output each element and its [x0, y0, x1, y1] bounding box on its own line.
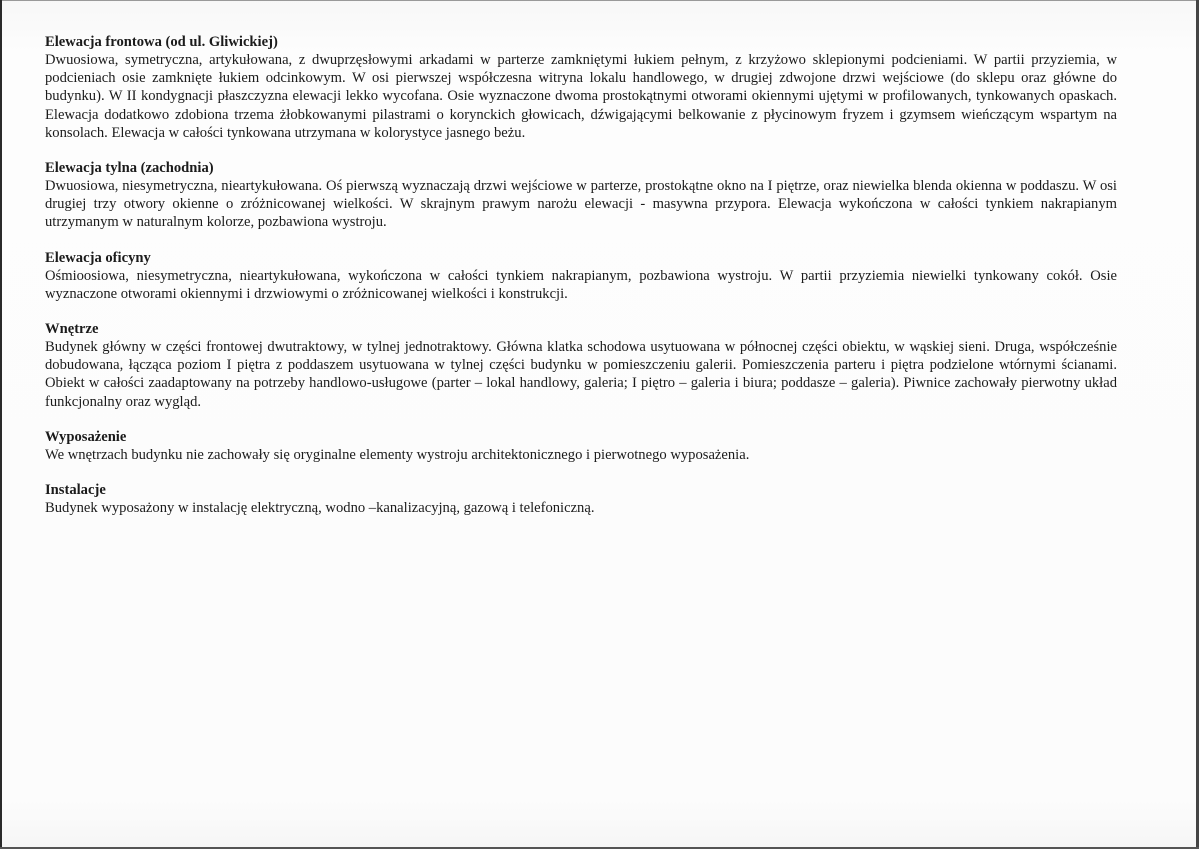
- section-body: Dwuosiowa, symetryczna, artykułowana, z dwuprzęsłowymi arkadami w parterze zamkniętymi łukiem pełnym, z krzyżowo sklepionymi podcieniami. W partii przyziemia, w podcieniach osie zamknięte łukiem odcinkowym. W osi pierwszej współczesna witryna lokalu handlowego, w drugiej zdwojone drzwi wejściowe (do sklepu oraz główne do budynku). W II kondygnacji płaszczyzna elewacji lekko wycofana. Osie wyznaczone dwoma prostokątnymi otworami okiennymi ujętymi w profilowanych, tynkowanych opaskach. Elewacja dodatkowo zdobiona trzema żłobkowanymi pilastrami o korynckich głowicach, dźwigającymi belkowanie z płycinowym fryzem i gzymsem wieńczącym wspartym na konsolach. Elewacja w całości tynkowana utrzymana w kolorystyce jasnego beżu.: [45, 52, 1117, 141]
- section-heading: Elewacja frontowa (od ul. Gliwickiej): [45, 34, 278, 50]
- scan-edge-top: [0, 0, 1199, 1]
- section-outbuilding-elevation: [45, 249, 1117, 303]
- section-body: Dwuosiowa, niesymetryczna, nieartykułowana. Oś pierwszą wyznaczają drzwi wejściowe w parterze, prostokątne okno na I piętrze, oraz niewielka blenda okienna w poddaszu. W osi drugiej trzy otwory okienne o zróżnicowanej wielkości. W skrajnym prawym narożu elewacji - masywna przypora. Elewacja wykończona w całości tynkiem nakrapianym utrzymanym w naturalnym kolorze, pozbawiona wystroju.: [45, 178, 1117, 231]
- section-body: Ośmioosiowa, niesymetryczna, nieartykułowana, wykończona w całości tynkiem nakrapianym, pozbawiona wystroju. W partii przyziemia niewielki tynkowany cokół. Osie wyznaczone otworami okiennymi i drzwiowymi o zróżnicowanej wielkości i konstrukcji.: [45, 267, 1117, 302]
- section-installations: [45, 481, 1117, 517]
- section-furnishings: [45, 428, 1117, 464]
- section-heading: Instalacje: [45, 482, 106, 499]
- document-content: [45, 33, 1117, 534]
- section-interior: [45, 320, 1117, 411]
- section-body: Budynek główny w części frontowej dwutraktowy, w tylnej jednotraktowy. Główna klatka schodowa usytuowana w północnej części obiektu, w wąskiej sieni. Druga, współcześnie dobudowana, łącząca poziom I piętra z poddaszem usytuowana w tylnej części budynku w pomieszczeniu galerii. Pomieszczenia parteru i piętra podzielone wtórnymi ścianami. Obiekt w całości zaadaptowany na potrzeby handlowo-usługowe (parter – lokal handlowy, galeria; I piętro – galeria i biura; poddasze – galeria). Piwnice zachowały pierwotny układ funkcjonalny oraz wygląd.: [45, 339, 1117, 410]
- section-heading: Wnętrze: [45, 321, 99, 338]
- scan-edge-left: [0, 0, 2, 849]
- section-front-elevation: [45, 33, 1117, 142]
- section-rear-elevation: [45, 159, 1117, 232]
- section-body: We wnętrzach budynku nie zachowały się oryginalne elementy wystroju architektonicznego i pierwotnego wyposażenia.: [45, 446, 750, 463]
- section-heading: Elewacja tylna (zachodnia): [45, 160, 214, 177]
- section-heading: Wyposażenie: [45, 428, 127, 445]
- section-heading: Elewacja oficyny: [45, 249, 151, 266]
- section-body: Budynek wyposażony w instalację elektryczną, wodno –kanalizacyjną, gazową i telefoniczną.: [45, 500, 595, 517]
